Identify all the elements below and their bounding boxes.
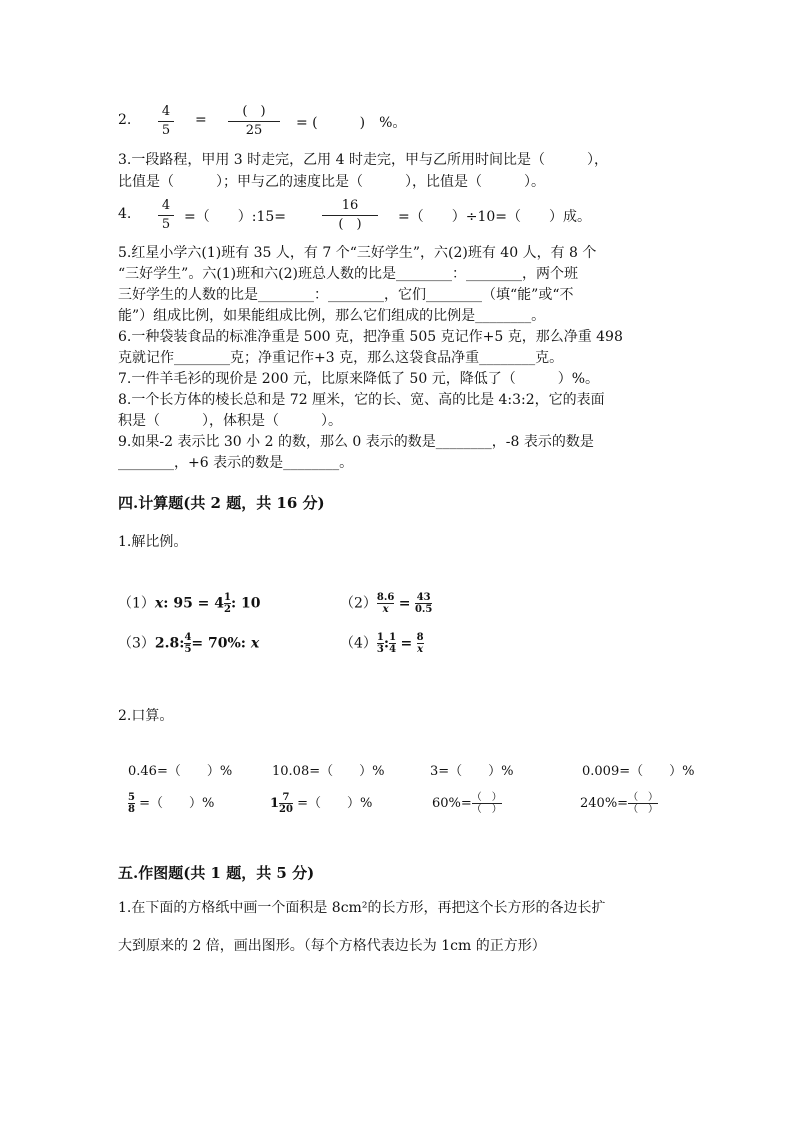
item-label: （1） [118, 595, 155, 612]
q5-line-2: “三好学生”。六(1)班和六(2)班总人数的比是________：________，两个班 [118, 266, 578, 282]
q6-line-2: 克就记作________克；净重记作+3 克，那么这袋食品净重________克。 [118, 350, 564, 366]
expr-tail: =（ ）% [297, 796, 373, 811]
item-label: （4） [340, 635, 377, 652]
q7-line: 7.一件羊毛衫的现价是 200 元，比原来降低了 50 元，降低了（ ）%。 [118, 371, 599, 387]
variable-x: x [250, 635, 260, 652]
fraction [128, 792, 135, 815]
oral-item-1: 0.46=（ ）% [128, 764, 233, 779]
proportion-4 [340, 632, 424, 655]
denominator: 0.5 [414, 604, 433, 615]
colon: : [383, 635, 390, 652]
numerator: 43 [416, 592, 431, 603]
oral-item-7 [432, 792, 502, 815]
denominator: （ ） [471, 804, 502, 815]
numerator: （ ） [471, 792, 502, 803]
denominator: ( ) [338, 217, 362, 232]
proportion-3 [118, 632, 259, 655]
q4-number: 4. [118, 206, 132, 222]
section-4-title: 四.计算题(共 2 题，共 16 分) [118, 494, 325, 512]
numerator: 7 [282, 792, 290, 803]
denominator: 5 [161, 217, 171, 232]
item-label: （2） [340, 595, 377, 612]
q4-mid: =（ ）:15= [184, 209, 286, 225]
q2-tail: = ( ) %。 [296, 115, 407, 131]
q5-line-1: 5.红星小学六(1)班有 35 人，有 7 个“三好学生”，六(2)班有 40 人，有 8 个 [118, 245, 597, 261]
numerator: 4 [161, 104, 171, 119]
fraction [415, 592, 432, 615]
oral-item-5 [128, 792, 214, 815]
q8-line-2: 积是（ ），体积是（ ）。 [118, 413, 342, 429]
section-4-q1: 1.解比例。 [118, 534, 188, 550]
section-5-title: 五.作图题(共 1 题，共 5 分) [118, 864, 315, 882]
fraction [628, 792, 658, 815]
numerator: ( ) [242, 104, 266, 119]
fraction [377, 592, 394, 615]
fraction [279, 792, 293, 815]
q2-number: 2. [118, 112, 132, 128]
equals-sign: = [195, 112, 207, 128]
q2-fraction-1 [158, 104, 174, 139]
fraction [472, 792, 502, 815]
q6-line-1: 6.一种袋装食品的标准净重是 500 克，把净重 505 克记作+5 克，那么净重 498 [118, 329, 623, 345]
denominator: 8 [128, 804, 135, 815]
expr-head: 240%= [580, 796, 629, 811]
oral-item-8 [580, 792, 658, 815]
numerator: （ ） [628, 792, 659, 803]
q3-line-2: 比值是（ ）；甲与乙的速度比是（ ），比值是（ ）。 [118, 174, 545, 190]
oral-item-6 [270, 792, 372, 815]
denominator: x [417, 644, 424, 655]
proportion-1 [118, 592, 261, 615]
denominator: x [382, 604, 389, 615]
expr-head: 60%= [432, 796, 472, 811]
whole-part: 1 [270, 796, 280, 811]
denominator: 2 [224, 604, 231, 615]
numerator: 8 [416, 632, 424, 643]
q8-line-1: 8.一个长方体的棱长总和是 72 厘米，它的长、宽、高的比是 4:3:2，它的表面 [118, 392, 605, 408]
section-5-q1-line-1: 1.在下面的方格纸中画一个面积是 8cm²的长方形，再把这个长方形的各边长扩 [118, 900, 606, 916]
q5-line-4: 能”）组成比例，如果能组成比例，那么它们组成的比例是________。 [118, 308, 546, 324]
q9-line-2: ________，+6 表示的数是________。 [118, 455, 354, 471]
oral-item-3: 3=（ ）% [430, 764, 514, 779]
item-label: （3） [118, 635, 155, 652]
variable-x: x [154, 595, 164, 612]
section-4-q2: 2.口算。 [118, 708, 174, 724]
denominator: 4 [389, 644, 397, 655]
numerator: 4 [184, 632, 192, 643]
numerator: 4 [161, 198, 171, 213]
numerator: 1 [389, 632, 397, 643]
mixed-fraction [224, 592, 231, 615]
expr-part: : 10 [231, 595, 261, 612]
denominator: 5 [161, 123, 171, 138]
q4-fraction-2 [322, 198, 378, 233]
q3-line-1: 3.一段路程，甲用 3 时走完，乙用 4 时走完，甲与乙所用时间比是（ ）， [118, 152, 608, 168]
fraction [389, 632, 396, 655]
proportion-2 [340, 592, 432, 615]
denominator: 25 [245, 123, 263, 138]
expr-part: = 70%: [191, 635, 251, 652]
fraction [377, 632, 384, 655]
expr-part: 2.8: [154, 635, 185, 652]
oral-item-2: 10.08=（ ）% [272, 764, 385, 779]
denominator: （ ） [628, 804, 659, 815]
denominator: 20 [279, 804, 293, 815]
section-5-q1-line-2: 大到原来的 2 倍，画出图形。（每个方格代表边长为 1cm 的正方形） [118, 938, 546, 954]
numerator: 5 [128, 792, 135, 803]
q9-line-1: 9.如果-2 表示比 30 小 2 的数，那么 0 表示的数是________，-8 表示的数是 [118, 434, 594, 450]
q5-line-3: 三好学生的人数的比是________：________，它们________（填“能”或“不 [118, 287, 574, 303]
expr-part: : 95 = 4 [163, 595, 225, 612]
denominator: 3 [376, 644, 384, 655]
numerator: 8.6 [376, 592, 395, 603]
numerator: 16 [341, 198, 359, 213]
equals-sign: = [400, 635, 413, 652]
q4-tail: =（ ）÷10=（ ）成。 [398, 209, 592, 225]
denominator: 5 [184, 644, 192, 655]
q2-fraction-2 [228, 104, 280, 139]
q4-fraction-1 [158, 198, 174, 233]
expr-tail: =（ ）% [139, 796, 215, 811]
fraction [417, 632, 424, 655]
oral-item-4: 0.009=（ ）% [582, 764, 695, 779]
numerator: 1 [376, 632, 384, 643]
equals-sign: = [398, 595, 411, 612]
numerator: 1 [224, 592, 231, 603]
